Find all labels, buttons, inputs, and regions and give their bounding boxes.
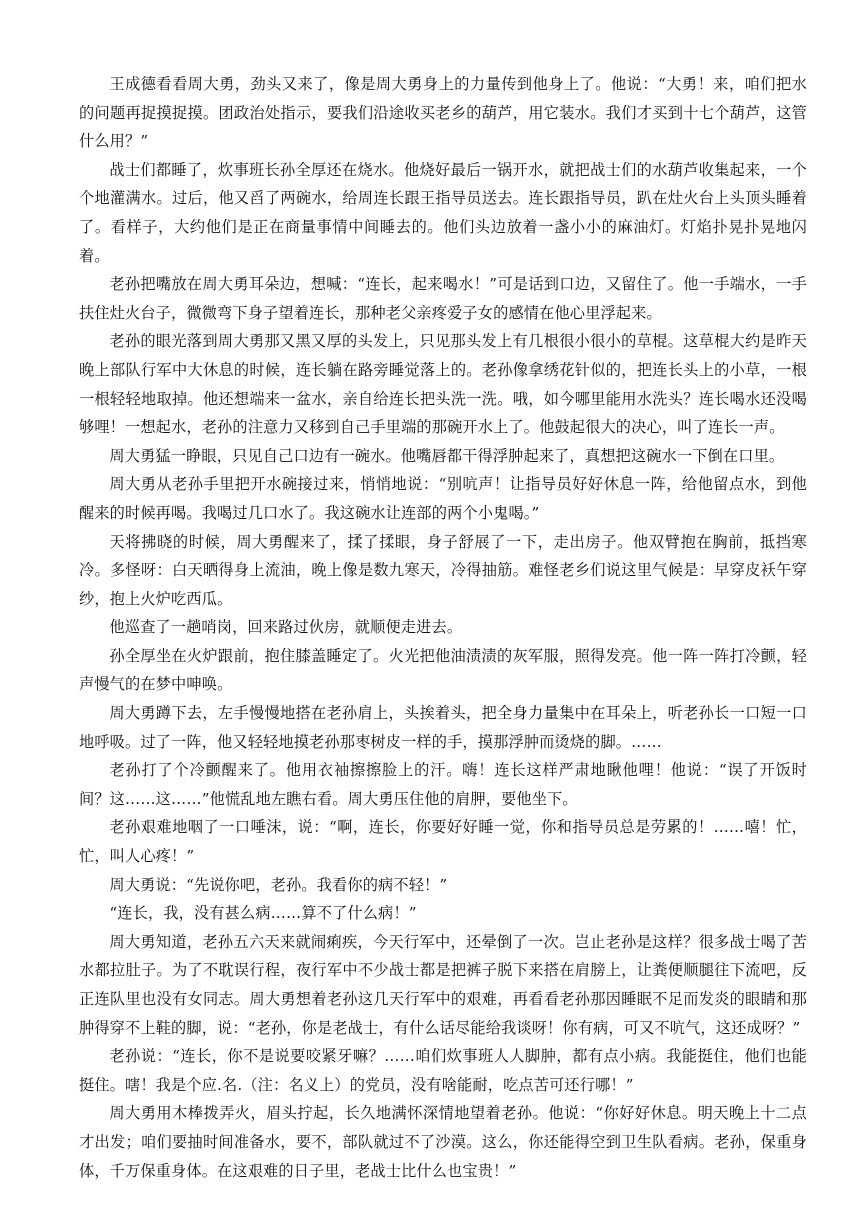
paragraph: 周大勇知道，老孙五六天来就闹痢疾，今天行军中，还晕倒了一次。岂止老孙是这样？很多战士喝了苦水都拉肚子。为了不耽误行程，夜行军中不少战士都是把裤子脱下来搭在肩膀上，让粪便顺腿往下流吧，反正连队里也没有女同志。周大勇想着老孙这几天行军中的艰难，再看看老孙那因睡眠不足而发炎的眼睛和那肿得穿不上鞋的脚，说：“老孙，你是老战士，有什么话尽能给我谈呀！你有病，可又不吭气，这还成呀？” [79,932,807,1037]
paragraph: “连长，我，没有甚么病……算不了什么病！” [109,904,417,923]
paragraph: 老孙说：“连长，你不是说要咬紧牙嘛？……咱们炊事班人人脚肿，都有点小病。我能挺住，他们也能挺住。嗐！我是个应.名.（注：名义上）的党员，没有啥能耐，吃点苦可还行哪！” [79,1047,807,1094]
paragraph: 周大勇说：“先说你吧，老孙。我看你的病不轻！” [109,875,448,894]
paragraph: 孙全厚坐在火炉跟前，抱住膝盖睡定了。火光把他油渍渍的灰军服，照得发亮。他一阵一阵打冷颤，轻声慢气的在梦中呻唤。 [79,646,807,694]
paragraph: 王成德看看周大勇，劲头又来了，像是周大勇身上的力量传到他身上了。他说：“大勇！来，咱们把水的问题再捉摸捉摸。团政治处指示，要我们沿途收买老乡的葫芦，用它装水。我们才买到十七个葫芦，这管什么用？” [79,75,807,151]
paragraph: 老孙打了个冷颤醒来了。他用衣袖擦擦脸上的汗。嗨！连长这样严肃地瞅他哩！他说：“误了开饭时间？这……这……”他慌乱地左瞧右看。周大勇压住他的肩胛，要他坐下。 [79,761,807,808]
paragraph: 战士们都睡了，炊事班长孙全厚还在烧水。他烧好最后一锅开水，就把战士们的水葫芦收集起来，一个个地灌满水。过后，他又舀了两碗水，给周连长跟王指导员送去。连长跟指导员，趴在灶火台上头顶头睡着了。看样子，大约他们是正在商量事情中间睡去的。他们头边放着一盏小小的麻油灯。灯焰扑晃扑晃地闪着。 [79,160,807,265]
paragraph: 周大勇从老孙手里把开水碗接过来，悄悄地说：“别吭声！让指导员好好休息一阵，给他留点水，到他醒来的时候再喝。我喝过几口水了。我这碗水让连部的两个小鬼喝。” [79,475,807,522]
paragraph: 老孙把嘴放在周大勇耳朵边，想喊：“连长，起来喝水！”可是话到口边，又留住了。他一手端水，一手扶住灶火台子，微微弯下身子望着连长，那种老父亲疼爱子女的感情在他心里浮起来。 [79,275,807,322]
paragraph: 周大勇蹲下去，左手慢慢地搭在老孙肩上，头挨着头，把全身力量集中在耳朵上，听老孙长一口短一口地呼吸。过了一阵，他又轻轻地摸老孙那枣树皮一样的手，摸那浮肿而烫烧的脚。…… [79,704,807,751]
paragraph: 他巡查了一趟哨岗，回来路过伙房，就顺便走进去。 [109,618,463,637]
paragraph: 周大勇用木棒拨弄火，眉头拧起，长久地满怀深情地望着老孙。他说：“你好好休息。明天晚上十二点才出发；咱们要抽时间准备水，要不，部队就过不了沙漠。这么，你还能得空到卫生队看病。老孙，保重身体，千万保重身体。在这艰难的日子里，老战士比什么也宝贵！” [79,1104,807,1180]
paragraph: 老孙艰难地咽了一口唾沫，说：“啊，连长，你要好好睡一觉，你和指导员总是劳累的！……嘻！忙，忙，叫人心疼！” [79,818,807,866]
paragraph: 老孙的眼光落到周大勇那又黑又厚的头发上，只见那头发上有几根很小很小的草棍。这草棍大约是昨天晚上部队行军中大休息的时候，连长躺在路旁睡觉落上的。老孙像拿绣花针似的，把连长头上的小草，一根一根轻轻地取掉。他还想端来一盆水，亲自给连长把头洗一洗。哦，如今哪里能用水洗头？连长喝水还没喝够哩！一想起水，老孙的注意力又移到自己手里端的那碗开水上了。他鼓起很大的决心，叫了连长一声。 [79,332,807,437]
paragraph: 周大勇猛一睁眼，只见自己口边有一碗水。他嘴唇都干得浮肿起来了，真想把这碗水一下倒在口里。 [109,446,785,465]
document-body [79,70,807,1185]
paragraph: 天将拂晓的时候，周大勇醒来了，揉了揉眼，身子舒展了一下，走出房子。他双臂抱在胸前，抵挡寒冷。多怪呀：白天晒得身上流油，晚上像是数九寒天，冷得抽筋。难怪老乡们说这里气候是：早穿皮袄午穿纱，抱上火炉吃西瓜。 [79,532,807,608]
